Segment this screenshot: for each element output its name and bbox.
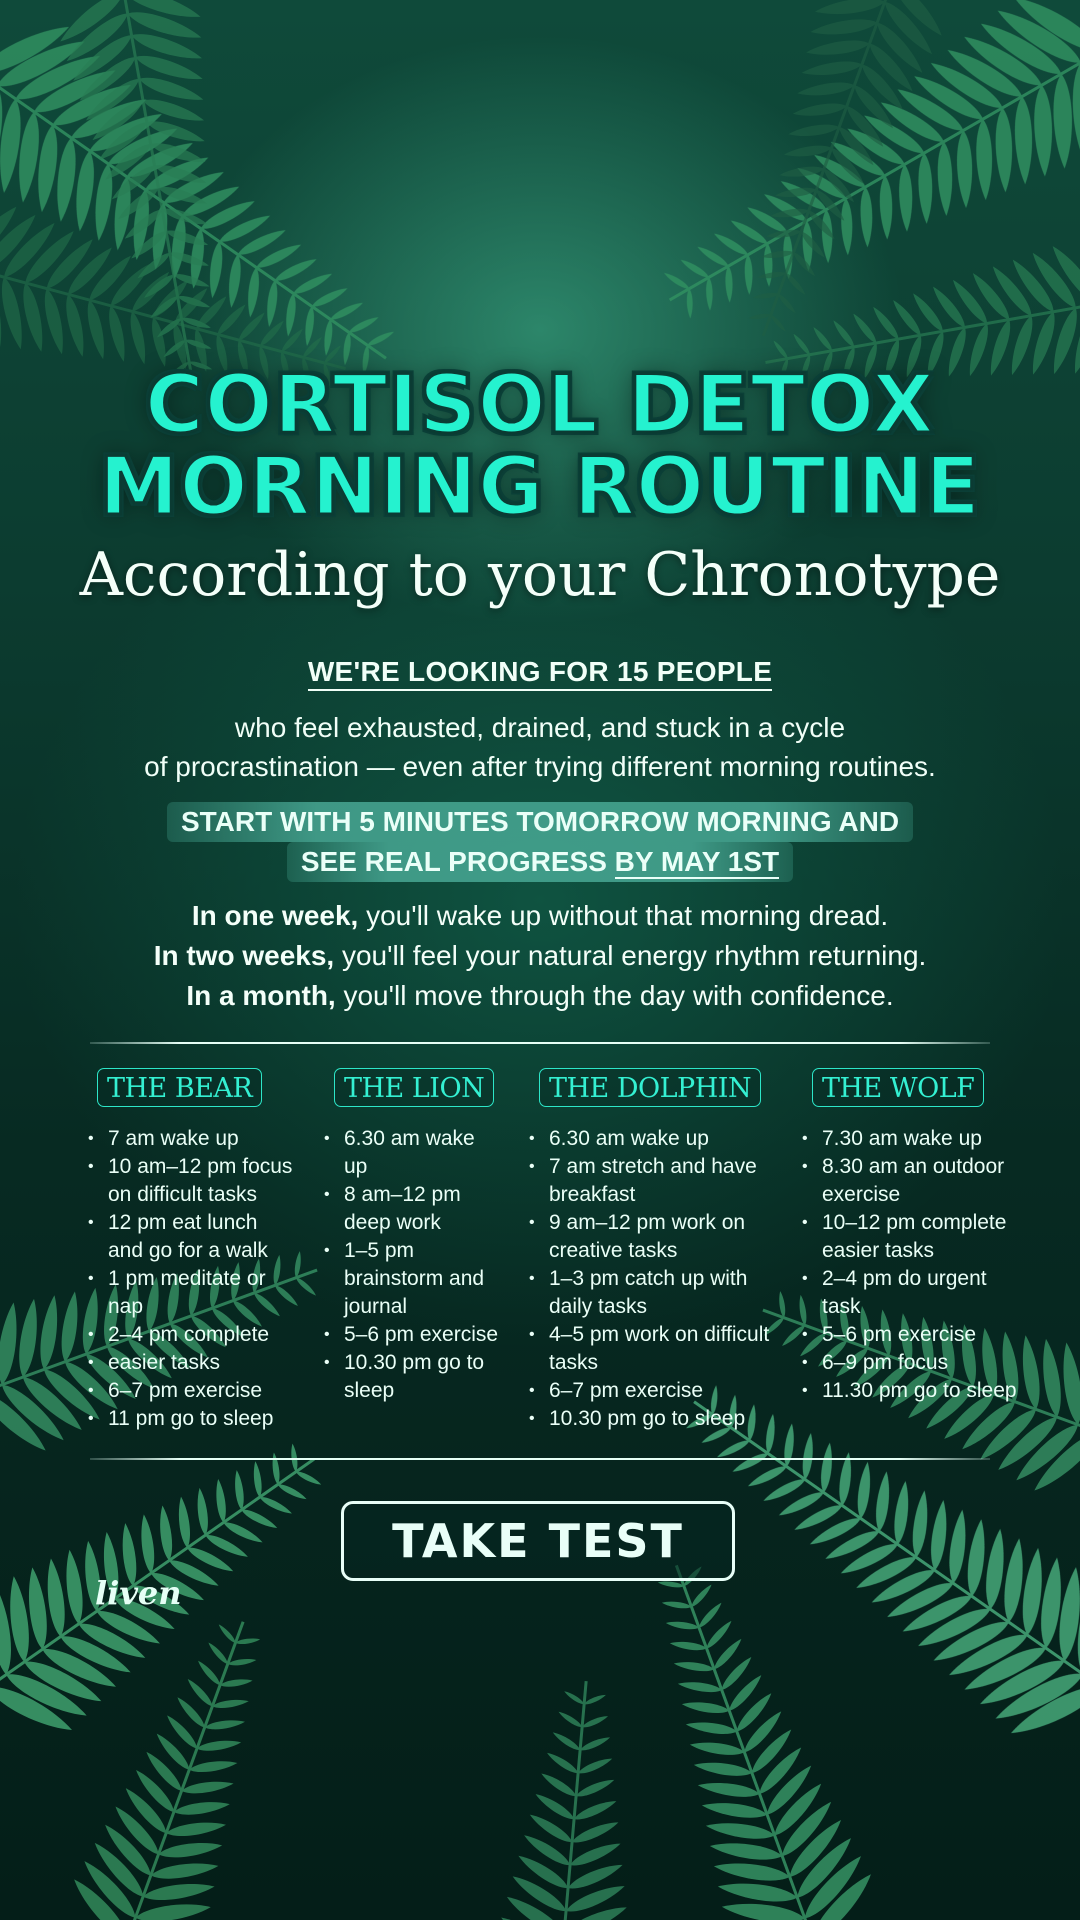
intro-description-line-1: who feel exhausted, drained, and stuck in a cycle — [234, 712, 846, 743]
list-item: • 6–9 pm focus — [800, 1349, 1020, 1377]
intro-description-line-2: of procrastination — even after trying different morning routines. — [144, 751, 936, 782]
intro-description — [0, 708, 1080, 786]
chronotype-bear-title: THE BEAR — [97, 1068, 262, 1107]
list-item: • 12 pm eat lunch and go for a walk — [86, 1209, 296, 1265]
list-item: • 6.30 am wake up — [322, 1125, 502, 1181]
divider-top — [90, 1042, 990, 1044]
list-item: • 11 pm go to sleep — [86, 1405, 296, 1433]
list-item: • 8 am–12 pm deep work — [322, 1181, 502, 1237]
list-item: • 4–5 pm work on difficult tasks — [527, 1321, 777, 1377]
chronotype-dolphin-title: THE DOLPHIN — [539, 1068, 761, 1107]
main-title-line-1: CORTISOL DETOX — [145, 358, 935, 451]
progress-lead: In a month, — [186, 980, 336, 1011]
chronotype-bear-list — [86, 1125, 296, 1433]
divider-bottom — [90, 1458, 990, 1460]
progress-text: you'll feel your natural energy rhythm returning. — [334, 940, 927, 971]
chronotype-lion-title: THE LION — [334, 1068, 494, 1107]
chronotype-lion-list — [322, 1125, 502, 1405]
chronotype-wolf — [800, 1068, 1020, 1405]
chronotype-dolphin — [527, 1068, 777, 1433]
progress-text: you'll wake up without that morning dread. — [358, 900, 889, 931]
liven-logo: liven — [95, 1574, 182, 1612]
progress-lead: In one week, — [191, 900, 359, 931]
progress-text: you'll move through the day with confidence. — [335, 980, 894, 1011]
progress-lead: In two weeks, — [153, 940, 335, 971]
list-item: • 7.30 am wake up — [800, 1125, 1020, 1153]
progress-week-one — [0, 896, 1080, 936]
list-item: • 9 am–12 pm work on creative tasks — [527, 1209, 777, 1265]
progress-timeline — [0, 896, 1080, 1016]
main-title-line-2: MORNING ROUTINE — [99, 440, 981, 533]
list-item: • 6–7 pm exercise — [527, 1377, 777, 1405]
list-item: • 10.30 pm go to sleep — [322, 1349, 502, 1405]
list-item: • 5–6 pm exercise — [800, 1321, 1020, 1349]
list-item: • 10 am–12 pm focus on difficult tasks — [86, 1153, 296, 1209]
progress-week-two — [0, 936, 1080, 976]
list-item: • easier tasks — [86, 1349, 296, 1377]
progress-month — [0, 976, 1080, 1016]
looking-for-text: WE'RE LOOKING FOR 15 PEOPLE — [308, 656, 772, 691]
list-item: • 8.30 am an outdoor exercise — [800, 1153, 1020, 1209]
list-item: • 2–4 pm do urgent task — [800, 1265, 1020, 1321]
chronotype-lion — [322, 1068, 502, 1405]
list-item: • 1–5 pm brainstorm and journal — [322, 1237, 502, 1321]
start-callout-line-1: START WITH 5 MINUTES TOMORROW MORNING AND — [167, 802, 913, 842]
list-item: • 6–7 pm exercise — [86, 1377, 296, 1405]
take-test-button[interactable]: TAKE TEST — [341, 1501, 735, 1581]
list-item: • 7 am stretch and have breakfast — [527, 1153, 777, 1209]
start-callout — [0, 802, 1080, 882]
list-item: • 1 pm meditate or nap — [86, 1265, 296, 1321]
start-callout-deadline: BY MAY 1ST — [614, 846, 780, 877]
list-item: • 5–6 pm exercise — [322, 1321, 502, 1349]
chronotype-wolf-title: THE WOLF — [812, 1068, 984, 1107]
list-item: • 10.30 pm go to sleep — [527, 1405, 777, 1433]
list-item: • 6.30 am wake up — [527, 1125, 777, 1153]
start-callout-line-2 — [287, 842, 793, 882]
list-item: • 10–12 pm complete easier tasks — [800, 1209, 1020, 1265]
subtitle: According to your Chronotype — [79, 540, 1001, 610]
chronotype-wolf-list — [800, 1125, 1020, 1405]
list-item: • 2–4 pm complete — [86, 1321, 296, 1349]
looking-for-heading — [0, 656, 1080, 688]
chronotype-bear — [86, 1068, 296, 1433]
list-item: • 7 am wake up — [86, 1125, 296, 1153]
chronotype-dolphin-list — [527, 1125, 777, 1433]
list-item: • 1–3 pm catch up with daily tasks — [527, 1265, 777, 1321]
start-callout-prefix: SEE REAL PROGRESS — [300, 846, 615, 877]
list-item: • 11.30 pm go to sleep — [800, 1377, 1020, 1405]
